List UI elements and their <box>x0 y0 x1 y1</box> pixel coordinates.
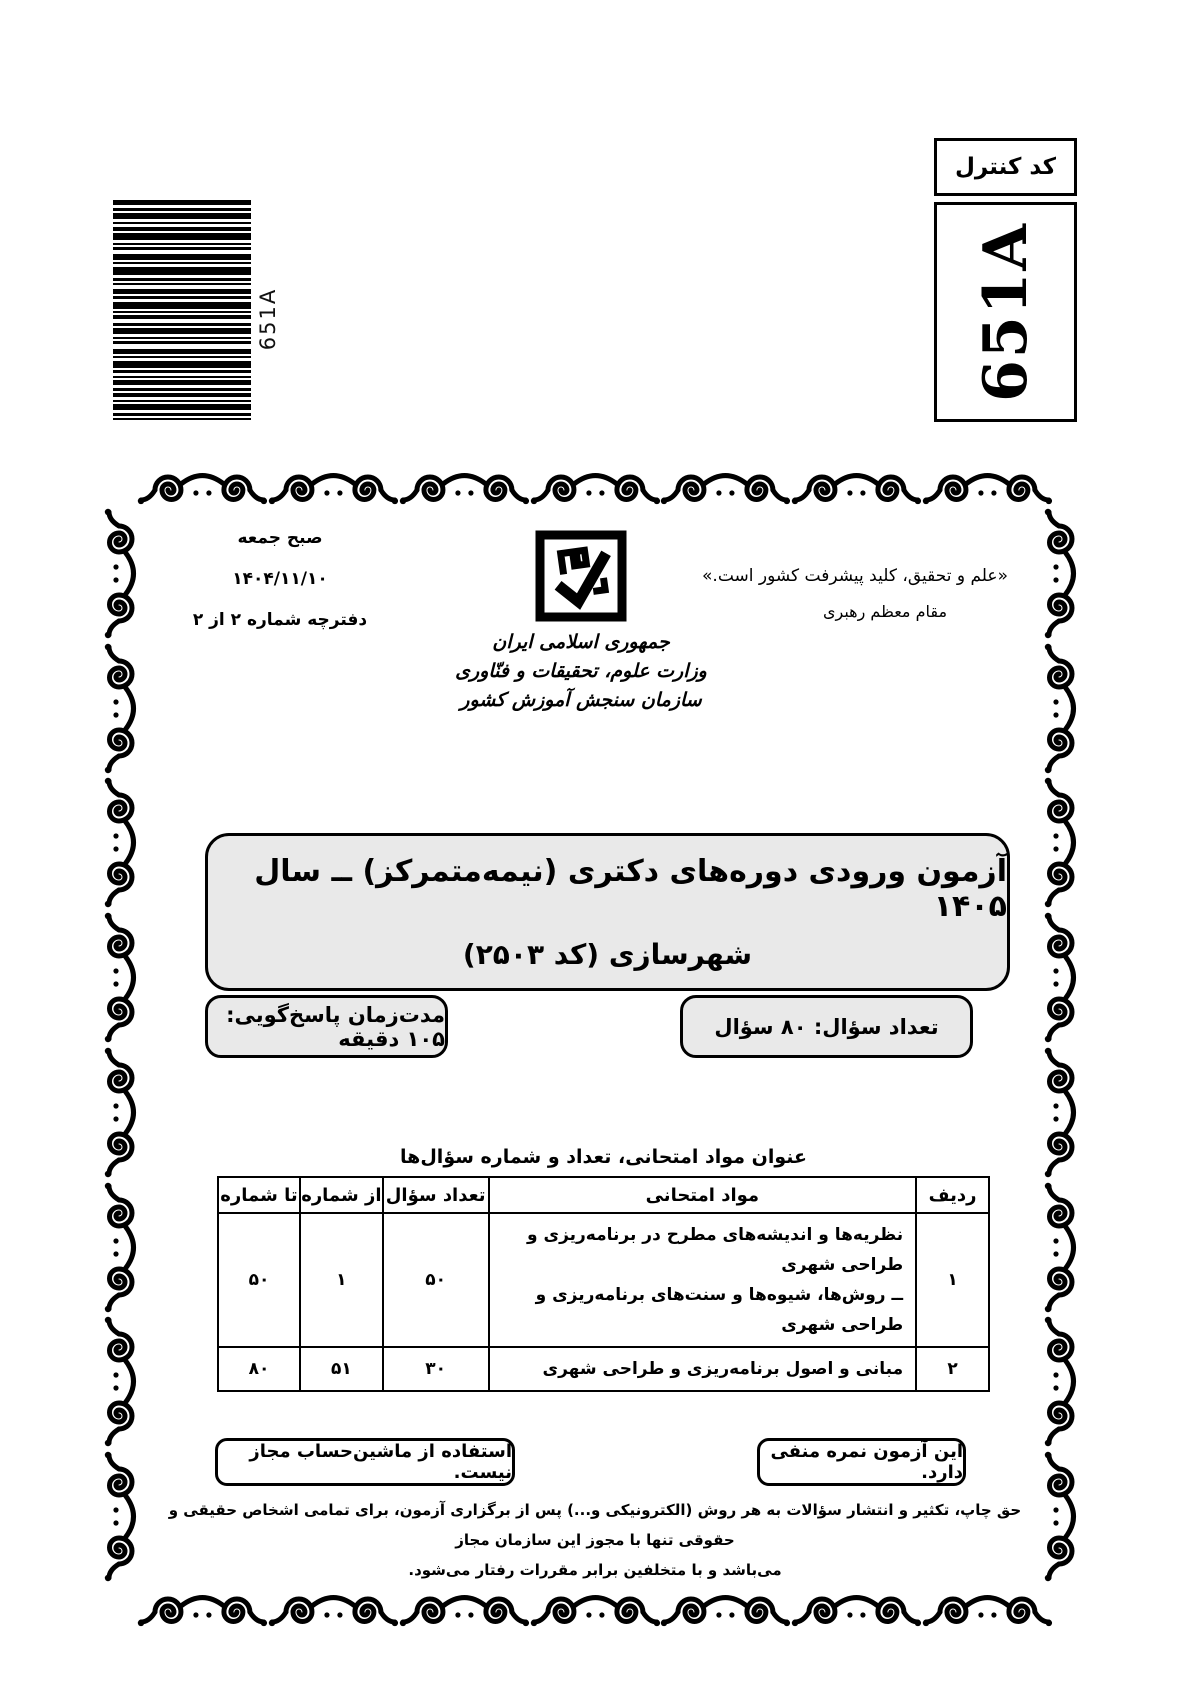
copyright-line1: حق چاپ، تکثیر و انتشار سؤالات به هر روش (الکترونیکی و...) پس از برگزاری آزمون، برای تمامی اشخاص حقیقی و حقوقی تنها با مجوز این سازمان مجاز <box>168 1501 1022 1549</box>
table-row <box>218 1347 989 1391</box>
schedule-date: ۱۴۰۴/۱۱/۱۰ <box>232 569 328 589</box>
row2-number: ۲ <box>916 1347 989 1391</box>
control-code-label: کد کنترل <box>954 154 1057 180</box>
ornament-border-top <box>137 462 1053 506</box>
row1-to: ۵۰ <box>218 1213 300 1347</box>
ornament-border-bottom <box>137 1584 1053 1628</box>
header-to: تا شماره <box>218 1177 300 1213</box>
barcode-label: 651A <box>256 287 281 351</box>
row1-subject-line2: ــ روش‌ها، شیوه‌ها و سنت‌های برنامه‌ریزی و طراحی شهری <box>535 1285 904 1335</box>
org-line-country: جمهوری اسلامی ایران <box>492 631 670 653</box>
row1-from: ۱ <box>300 1213 383 1347</box>
row1-count: ۵۰ <box>383 1213 489 1347</box>
schedule-block <box>168 528 392 651</box>
duration-box <box>205 995 448 1058</box>
control-code-value: 651A <box>970 222 1041 402</box>
header-from: از شماره <box>300 1177 383 1213</box>
ornament-border-left <box>103 508 147 1582</box>
table-row <box>218 1213 989 1347</box>
org-line-ministry: وزارت علوم، تحقیقات و فنّاوری <box>455 660 707 682</box>
negative-score-text: این آزمون نمره منفی دارد. <box>770 1441 963 1483</box>
quote-attribution: مقام معظم رهبری <box>822 602 948 621</box>
row2-subject: مبانی و اصول برنامه‌ریزی و طراحی شهری <box>489 1347 917 1391</box>
quote-text: «علم و تحقیق، کلید پیشرفت کشور است.» <box>702 566 1008 586</box>
row2-from: ۵۱ <box>300 1347 383 1391</box>
schedule-session: صبح جمعه <box>237 528 323 548</box>
sanjesh-emblem-icon <box>535 530 627 622</box>
exam-title-box <box>205 833 1010 991</box>
table-title: عنوان مواد امتحانی، تعداد و شماره سؤال‌ها <box>400 1146 807 1168</box>
exam-title-line1: آزمون ورودی دوره‌های دکتری (نیمه‌متمرکز) ــ سال ۱۴۰۵ <box>254 853 1007 924</box>
header-row-number: ردیف <box>916 1177 989 1213</box>
copyright-footer <box>145 1495 1045 1585</box>
control-code-title-box <box>934 138 1077 196</box>
row2-to: ۸۰ <box>218 1347 300 1391</box>
calculator-notice <box>215 1438 515 1486</box>
table-header-row <box>218 1177 989 1213</box>
question-count-text: تعداد سؤال: ۸۰ سؤال <box>714 1014 939 1039</box>
organization-block <box>450 530 712 715</box>
row1-subject <box>489 1213 917 1347</box>
copyright-line2: می‌باشد و با متخلفین برابر مقررات رفتار می‌شود. <box>408 1561 782 1579</box>
row1-subject-line1: نظریه‌ها و اندیشه‌های مطرح در برنامه‌ریزی و طراحی شهری <box>527 1225 904 1275</box>
row1-number: ۱ <box>916 1213 989 1347</box>
schedule-booklet: دفترچه شماره ۲ از ۲ <box>192 610 368 630</box>
row2-count: ۳۰ <box>383 1347 489 1391</box>
negative-score-notice <box>757 1438 966 1486</box>
question-count-box <box>680 995 973 1058</box>
control-code-value-box <box>934 202 1077 422</box>
header-subject: مواد امتحانی <box>489 1177 917 1213</box>
calculator-text: استفاده از ماشین‌حساب مجاز نیست. <box>249 1441 512 1483</box>
header-count: تعداد سؤال <box>383 1177 489 1213</box>
exam-title-line2: شهرسازی (کد ۲۵۰۳) <box>462 937 753 971</box>
duration-text: مدت‌زمان پاسخ‌گویی: ۱۰۵ دقیقه <box>226 1002 445 1051</box>
ornament-border-right <box>1043 508 1087 1582</box>
org-line-sanjesh: سازمان سنجش آموزش کشور <box>460 689 702 711</box>
exam-materials-table <box>217 1176 990 1392</box>
barcode <box>113 200 251 438</box>
quote-block <box>695 566 1015 621</box>
